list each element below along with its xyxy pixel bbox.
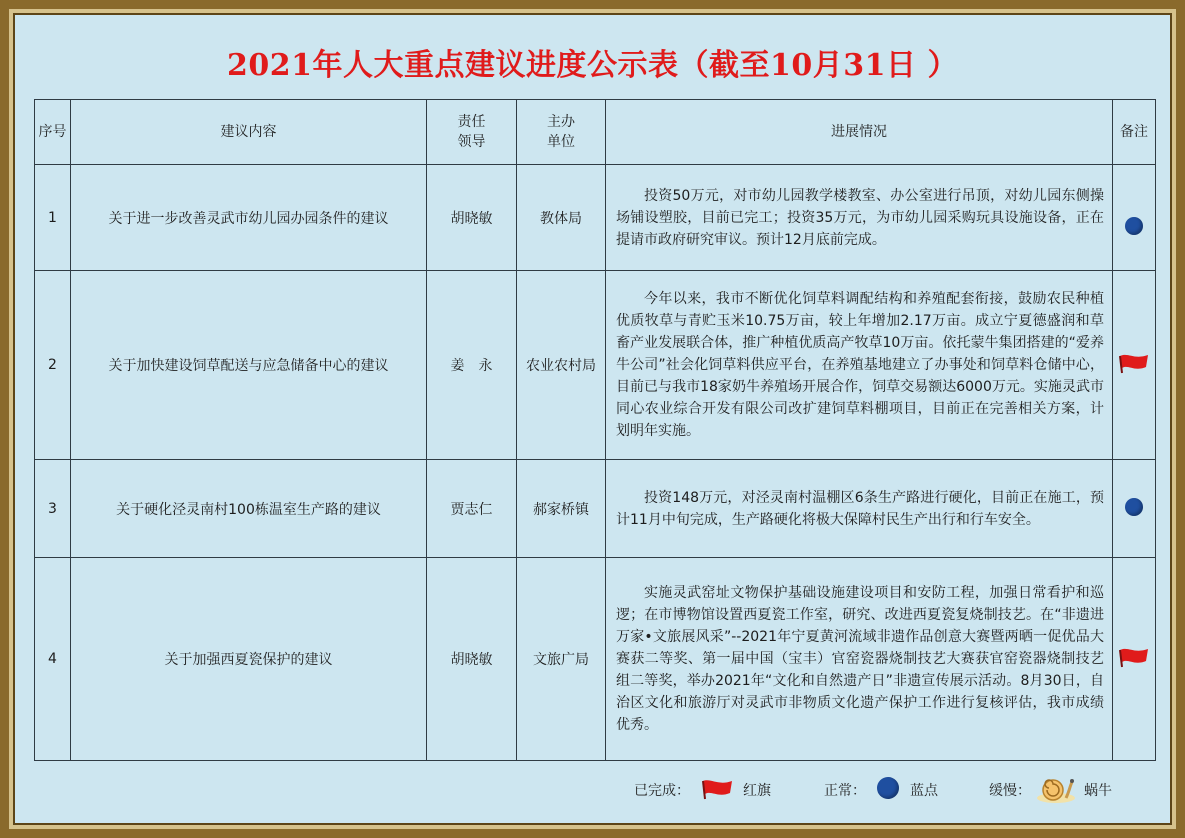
row-status: [1113, 558, 1156, 761]
table-row: [35, 271, 1156, 460]
header-content: 建议内容: [71, 100, 427, 165]
legend-normal-text: 蓝点: [910, 783, 938, 799]
row-status: [1113, 460, 1156, 558]
header-note: 备注: [1113, 100, 1156, 165]
row-content: 关于加快建设饲草配送与应急储备中心的建议: [71, 271, 427, 460]
blue-dot-icon: [1125, 217, 1143, 235]
table-row: [35, 558, 1156, 761]
row-progress-cell: [606, 165, 1113, 271]
row-seq: 4: [35, 558, 71, 761]
snail-icon: [1036, 774, 1078, 804]
legend-slow-label: 缓慢：: [989, 783, 1031, 799]
red-flag-icon: [1118, 352, 1150, 374]
row-progress-cell: [606, 271, 1113, 460]
row-seq: 1: [35, 165, 71, 271]
header-progress: 进展情况: [606, 100, 1113, 165]
row-content: 关于进一步改善灵武市幼儿园办园条件的建议: [71, 165, 427, 271]
row-progress: 投资148万元，对泾灵南村温棚区6条生产路进行硬化，目前正在施工，预计11月中旬完成，生产路硬化将极大保障村民生产出行和行车安全。: [616, 489, 1104, 528]
blue-dot-icon: [877, 777, 899, 799]
legend-slow-text: 蜗牛: [1084, 783, 1112, 799]
table-header-row: [35, 100, 1156, 165]
row-leader: 姜 永: [427, 271, 517, 460]
legend-done-label: 已完成：: [634, 783, 690, 799]
row-unit: 农业农村局: [517, 271, 606, 460]
table-row: [35, 165, 1156, 271]
legend: [0, 776, 1185, 806]
row-seq: 3: [35, 460, 71, 558]
row-progress: 投资50万元，对市幼儿园教学楼教室、办公室进行吊顶，对幼儿园东侧操场铺设塑胶，目前已完工；投资35万元，为市幼儿园采购玩具设施设备，正在提请市政府研究审议。预计12月底前完成。: [616, 187, 1104, 248]
row-content: 关于硬化泾灵南村100栋温室生产路的建议: [71, 460, 427, 558]
header-seq: 序号: [35, 100, 71, 165]
row-progress: 实施灵武窑址文物保护基础设施建设项目和安防工程，加强日常看护和巡逻；在市博物馆设置西夏瓷工作室，研究、改进西夏瓷复烧制技艺。在“非遗进万家•文旅展风采”--2021年宁夏黄河流域非遗作品创意大赛暨两晒一促优品大赛获二等奖、第一届中国（宝丰）官窑瓷器烧制技艺大赛获官窑瓷器烧制技艺组二等奖，举办2021年“文化和自然遗产日”非遗宣传展示活动。8月30日，自治区文化和旅游厅对灵武市非物质文化遗产保护工作进行复核评估，我市成绩优秀。: [616, 585, 1104, 733]
row-unit: 郝家桥镇: [517, 460, 606, 558]
progress-table: [34, 99, 1156, 761]
row-seq: 2: [35, 271, 71, 460]
row-leader: 胡晓敏: [427, 558, 517, 761]
blue-dot-icon: [1125, 498, 1143, 516]
row-status: [1113, 271, 1156, 460]
table-row: [35, 460, 1156, 558]
row-progress: 今年以来，我市不断优化饲草料调配结构和养殖配套衔接，鼓励农民种植优质牧草与青贮玉米10.75万亩，较上年增加2.17万亩。成立宁夏德盛润和草畜产业发展联合体，推广种植优质高产牧草10万亩。依托蒙牛集团搭建的“爱养牛公司”社会化饲草料供应平台，在养殖基地建立了办事处和饲草料仓储中心，目前已与我市18家奶牛养殖场开展合作，饲草交易额达6000万元。实施灵武市同心农业综合开发有限公司改扩建饲草料棚项目，目前正在完善相关方案，计划明年实施。: [616, 291, 1104, 439]
row-progress-cell: [606, 558, 1113, 761]
row-unit: 文旅广局: [517, 558, 606, 761]
legend-normal-label: 正常：: [824, 783, 866, 799]
page-title: 2021年人大重点建议进度公示表（截至10月31日 ）: [227, 48, 958, 83]
header-unit: 主办 单位: [517, 100, 606, 165]
header-leader: 责任 领导: [427, 100, 517, 165]
legend-done-text: 红旗: [743, 783, 771, 799]
red-flag-icon: [700, 778, 734, 800]
row-progress-cell: [606, 460, 1113, 558]
row-unit: 教体局: [517, 165, 606, 271]
row-status: [1113, 165, 1156, 271]
row-leader: 胡晓敏: [427, 165, 517, 271]
row-leader: 贾志仁: [427, 460, 517, 558]
red-flag-icon: [1118, 646, 1150, 668]
row-content: 关于加强西夏瓷保护的建议: [71, 558, 427, 761]
